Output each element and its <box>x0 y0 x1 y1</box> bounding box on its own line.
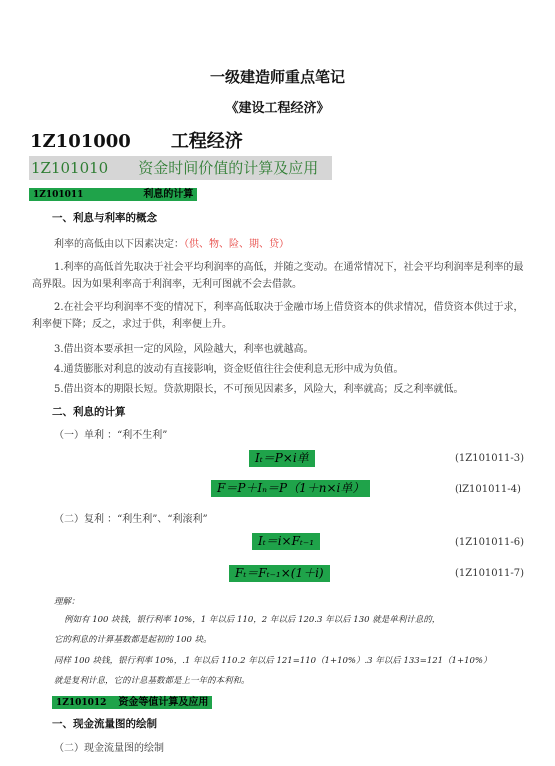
compound-interest-label: （二）复利 ：“利生利”、“利滚利” <box>54 514 208 525</box>
simple-interest-label: （一）单利 ：“利不生利” <box>54 430 168 441</box>
chapter-name: 工程经济 <box>170 131 243 152</box>
chapter-code: 1Z101000 <box>30 131 131 152</box>
factors-keywords: （供、物、险、期、贷） <box>184 239 289 250</box>
topic-heading-3: 一、现金流量图的绘制 <box>52 718 157 730</box>
section-heading <box>29 156 332 180</box>
formula-3: Iₜ＝i×Fₜ₋₁ <box>252 533 320 550</box>
section-name: 资金时间价值的计算及应用 <box>138 159 319 177</box>
subsection-name: 利息的计算 <box>143 189 194 200</box>
subsection-code: 1Z101012 <box>56 698 107 708</box>
formula-4-code: (1Z101011-7) <box>455 568 525 579</box>
formula-2: F＝P＋Iₙ＝P（1＋n×i单） <box>211 480 370 497</box>
formula-3-code: (1Z101011-6) <box>455 537 525 548</box>
paragraph-1: 1.利率的高低首先取决于社会平均利润率的高低，并随之变动。在通常情况下，社会平均利润率是利率的最高界限。因为如果利率高于利润率，无利可图就不会去借款。 <box>32 262 524 290</box>
subsection-name: 资金等值计算及应用 <box>118 697 209 708</box>
subsection-code: 1Z101011 <box>33 190 84 200</box>
factors-line <box>54 235 289 250</box>
paragraph-5: 5.借出资本的期限长短。贷款期限长，不可预见因素多，风险大，利率就高；反之利率就低。 <box>54 384 464 395</box>
note-line-4: 就是复利计息，它的计息基数都是上一年的本利和。 <box>54 676 250 686</box>
note-label: 理解： <box>54 597 80 607</box>
note-line-2: 它的利息的计算基数都是起初的 100 块。 <box>54 635 212 645</box>
topic-heading-2: 二、利息的计算 <box>52 406 126 418</box>
topic-heading-1: 一、利息与利率的概念 <box>52 212 157 224</box>
formula-1: Iₜ＝P×i单 <box>249 450 315 467</box>
formula-4: Fₜ＝Fₜ₋₁×(1＋i) <box>229 565 330 582</box>
formula-2-code: (lZ101011-4) <box>455 484 521 495</box>
paragraph-3: 3.借出资本要承担一定的风险，风险越大，利率也就越高。 <box>54 344 314 355</box>
section-code: 1Z101010 <box>31 159 109 177</box>
chapter-heading <box>30 127 243 153</box>
formula-1-code: (1Z101011-3) <box>455 453 525 464</box>
topic-subheading-3: （二）现金流量图的绘制 <box>54 743 164 754</box>
subsection-heading-2 <box>52 696 212 709</box>
note-line-3: 同样 100 块钱，银行利率 10%，.1 年以后 110.2 年以后 121=110（1+10%）.3 年以后 133=121（1+10%） <box>54 656 492 666</box>
factors-prefix: 利率的高低由以下因素决定： <box>54 239 184 250</box>
paragraph-4: 4.通货膨胀对利息的波动有直接影响，资金贬值往往会使利息无形中成为负值。 <box>54 364 404 375</box>
doc-title: 一级建造师重点笔记 <box>209 68 345 86</box>
note-line-1: 例如有 100 块钱，银行利率 10%，1 年以后 110，2 年以后 120.3 年以后 130 就是单利计息的， <box>64 615 441 625</box>
paragraph-2: 2.在社会平均利润率不变的情况下，利率高低取决于金融市场上借贷资本的供求情况，借贷资本供过于求，利率便下降；反之，求过于供，利率便上升。 <box>32 302 524 330</box>
subsection-heading-1 <box>29 188 197 201</box>
doc-subtitle: 《建设工程经济》 <box>225 101 330 116</box>
